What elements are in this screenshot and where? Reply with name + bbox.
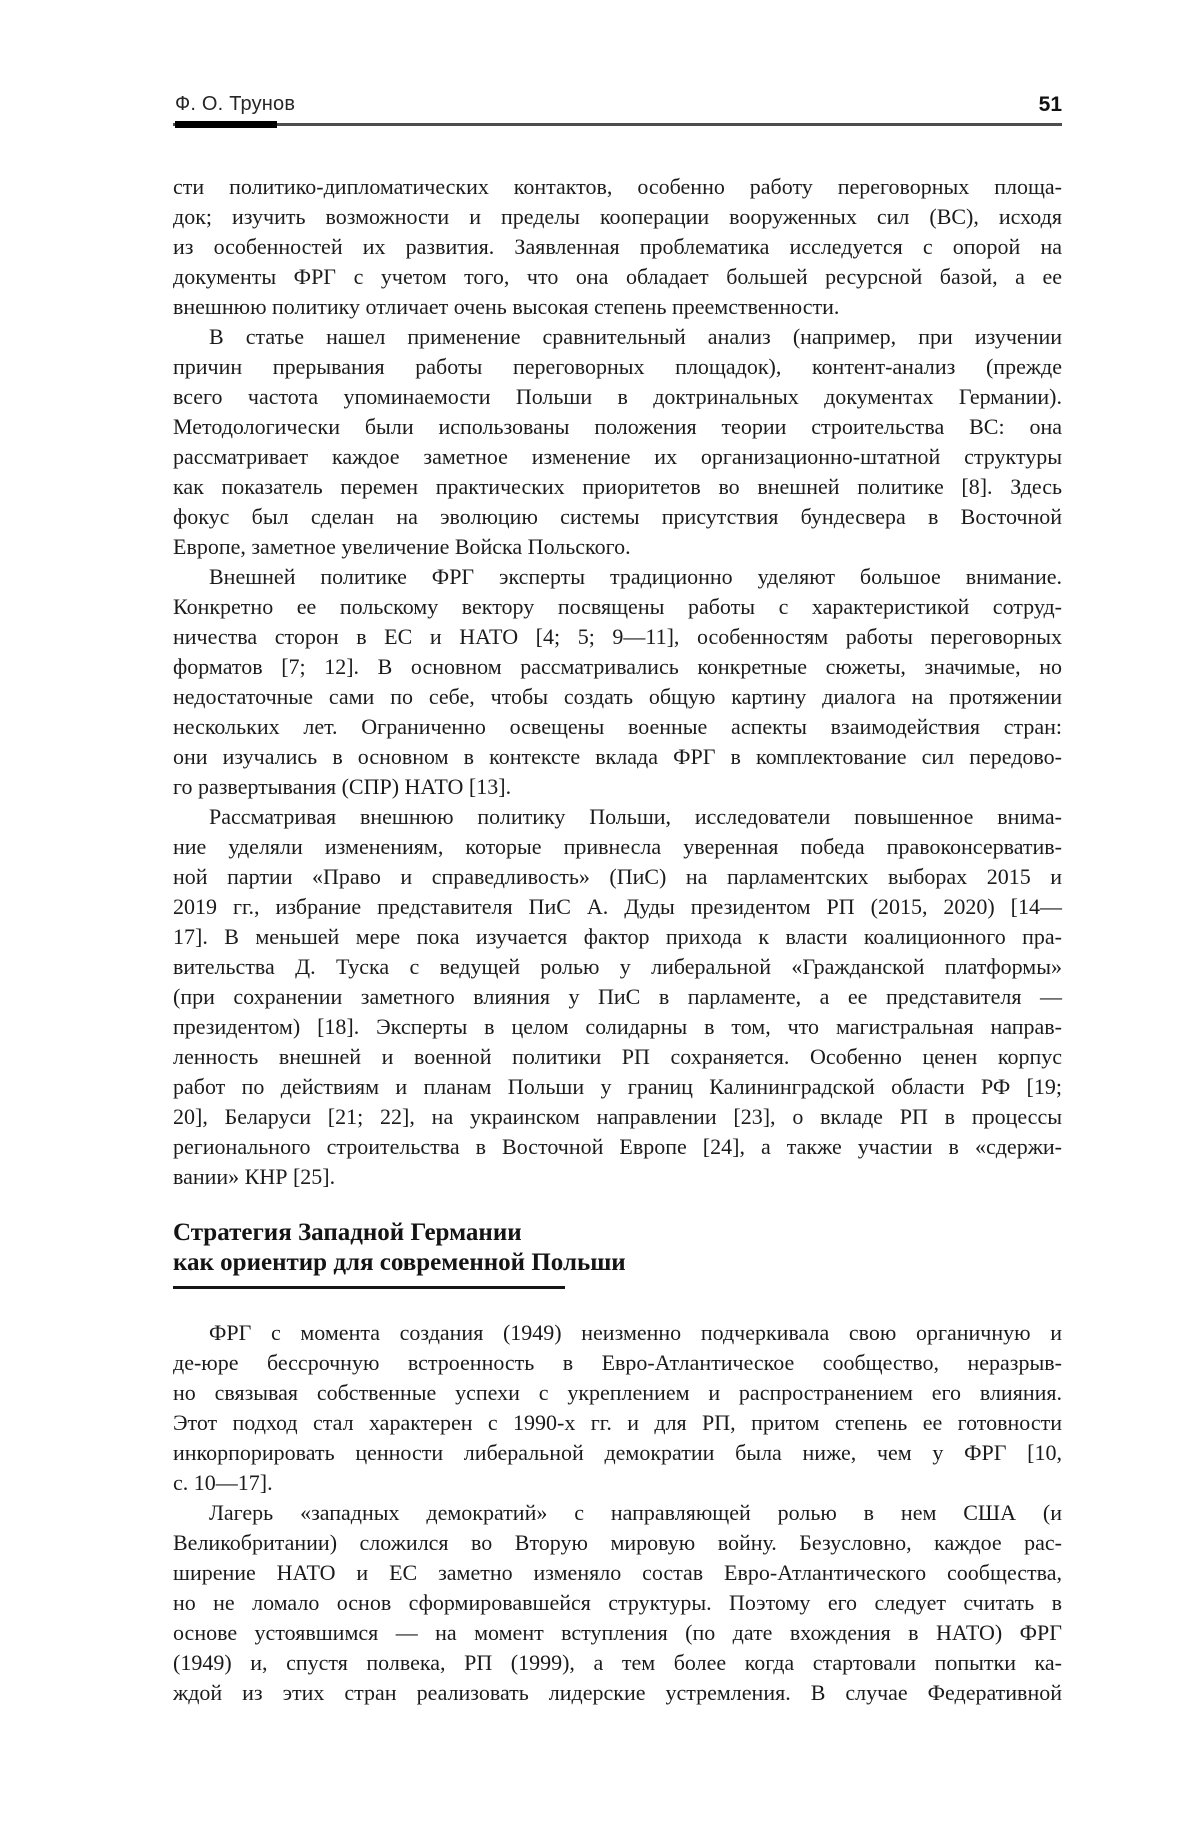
section-heading — [173, 1218, 1062, 1289]
paragraph — [173, 802, 1062, 1192]
header-rule-thick — [175, 121, 277, 128]
text-line: 20], Беларуси [21; 22], на украинском направлении [23], о вкладе РП в процессы — [173, 1104, 1062, 1129]
text-line: причин прерывания работы переговорных площадок), контент-анализ (прежде — [173, 354, 1062, 379]
paragraph — [173, 172, 1062, 322]
text-line: го развертывания (СПР) НАТО [13]. — [173, 774, 512, 799]
text-line: но связывая собственные успехи с укреплением и распространением его влияния. — [173, 1380, 1062, 1405]
page-number: 51 — [1038, 93, 1062, 116]
text-line: вании» КНР [25]. — [173, 1164, 336, 1189]
text-line: Лагерь «западных демократий» с направляющей ролью в нем США (и — [209, 1500, 1062, 1525]
text-line: (1949) и, спустя полвека, РП (1999), а тем более когда стартовали попытки ка- — [173, 1650, 1062, 1675]
text-line: Методологически были использованы положения теории строительства ВС: она — [173, 414, 1062, 439]
text-line: де-юре бессрочную встроенность в Евро-Атлантическое сообщество, неразрыв- — [173, 1350, 1062, 1375]
header-rule — [173, 121, 1062, 128]
text-line: но не ломало основ сформировавшейся структуры. Поэтому его следует считать в — [173, 1590, 1062, 1615]
text-line: ФРГ с момента создания (1949) неизменно подчеркивала свою органичную и — [209, 1320, 1062, 1345]
running-header-author: Ф. О. Трунов — [175, 93, 296, 115]
text-line: сти политико-дипломатических контактов, особенно работу переговорных площа- — [173, 174, 1062, 199]
text-line: Великобритании) сложился во Вторую мировую войну. Безусловно, каждое рас- — [173, 1530, 1062, 1555]
section-heading-line: как ориентир для современной Польши — [173, 1249, 626, 1276]
running-header — [173, 93, 1062, 119]
text-line: вительства Д. Туска с ведущей ролью у либеральной «Гражданской платформы» — [173, 954, 1062, 979]
text-line: всего частота упоминаемости Польши в доктринальных документах Германии). — [173, 384, 1062, 409]
text-line: ничества сторон в ЕС и НАТО [4; 5; 9—11], особенностям работы переговорных — [173, 624, 1062, 649]
text-line: 2019 гг., избрание представителя ПиС А. Дуды президентом РП (2015, 2020) [14— — [173, 894, 1062, 919]
paragraph — [173, 1318, 1062, 1498]
text-line: форматов [7; 12]. В основном рассматривались конкретные сюжеты, значимые, но — [173, 654, 1062, 679]
text-line: Рассматривая внешнюю политику Польши, исследователи повышенное внима- — [209, 804, 1062, 829]
text-line: президентом) [18]. Эксперты в целом солидарны в том, что магистральная направ- — [173, 1014, 1062, 1039]
text-line: работ по действиям и планам Польши у границ Калининградской области РФ [19; — [173, 1074, 1062, 1099]
text-line: с. 10—17]. — [173, 1470, 273, 1495]
text-line: инкорпорировать ценности либеральной демократии была ниже, чем у ФРГ [10, — [173, 1440, 1062, 1465]
text-line: как показатель перемен практических приоритетов во внешней политике [8]. Здесь — [173, 474, 1062, 499]
text-line: док; изучить возможности и пределы кооперации вооруженных сил (ВС), исходя — [173, 204, 1062, 229]
text-line: они изучались в основном в контексте вклада ФРГ в комплектование сил передово- — [173, 744, 1062, 769]
text-line: (при сохранении заметного влияния у ПиС в парламенте, а ее представителя — — [173, 984, 1062, 1009]
text-line: из особенностей их развития. Заявленная проблематика исследуется с опорой на — [173, 234, 1062, 259]
text-line: Конкретно ее польскому вектору посвящены работы с характеристикой сотруд- — [173, 594, 1062, 619]
section-heading-line: Стратегия Западной Германии — [173, 1219, 522, 1246]
text-line: недостаточные сами по себе, чтобы создать общую картину диалога на протяжении — [173, 684, 1062, 709]
text-line: регионального строительства в Восточной Европе [24], а также участии в «сдержи- — [173, 1134, 1062, 1159]
text-line: ной партии «Право и справедливость» (ПиС) на парламентских выборах 2015 и — [173, 864, 1062, 889]
text-line: В статье нашел применение сравнительный анализ (например, при изучении — [209, 324, 1062, 349]
section-heading-rule — [173, 1286, 565, 1289]
text-line: фокус был сделан на эволюцию системы присутствия бундесвера в Восточной — [173, 504, 1062, 529]
paragraph — [173, 322, 1062, 562]
text-line: внешнюю политику отличает очень высокая степень преемственности. — [173, 294, 840, 319]
text-line: ширение НАТО и ЕС заметно изменяло состав Евро-Атлантического сообщества, — [173, 1560, 1062, 1585]
text-line: документы ФРГ с учетом того, что она обладает большей ресурсной базой, а ее — [173, 264, 1062, 289]
text-line: 17]. В меньшей мере пока изучается фактор прихода к власти коалиционного пра- — [173, 924, 1062, 949]
text-line: Этот подход стал характерен с 1990-х гг. и для РП, притом степень ее готовности — [173, 1410, 1062, 1435]
text-line: ние уделяли изменениям, которые привнесла уверенная победа правоконсерватив- — [173, 834, 1062, 859]
text-line: ждой из этих стран реализовать лидерские устремления. В случае Федеративной — [173, 1680, 1062, 1705]
text-line: Внешней политике ФРГ эксперты традиционно уделяют большое внимание. — [209, 564, 1062, 589]
text-line: Европе, заметное увеличение Войска Польского. — [173, 534, 631, 559]
paragraph — [173, 562, 1062, 802]
text-line: нескольких лет. Ограниченно освещены военные аспекты взаимодействия стран: — [173, 714, 1062, 739]
text-line: основе устоявшимся — на момент вступления (по дате вхождения в НАТО) ФРГ — [173, 1620, 1062, 1645]
article-body — [173, 172, 1062, 1708]
paragraph — [173, 1498, 1062, 1708]
header-rule-thin — [173, 123, 1062, 126]
text-line: рассматривает каждое заметное изменение их организационно-штатной структуры — [173, 444, 1062, 469]
text-line: ленность внешней и военной политики РП сохраняется. Особенно ценен корпус — [173, 1044, 1062, 1069]
